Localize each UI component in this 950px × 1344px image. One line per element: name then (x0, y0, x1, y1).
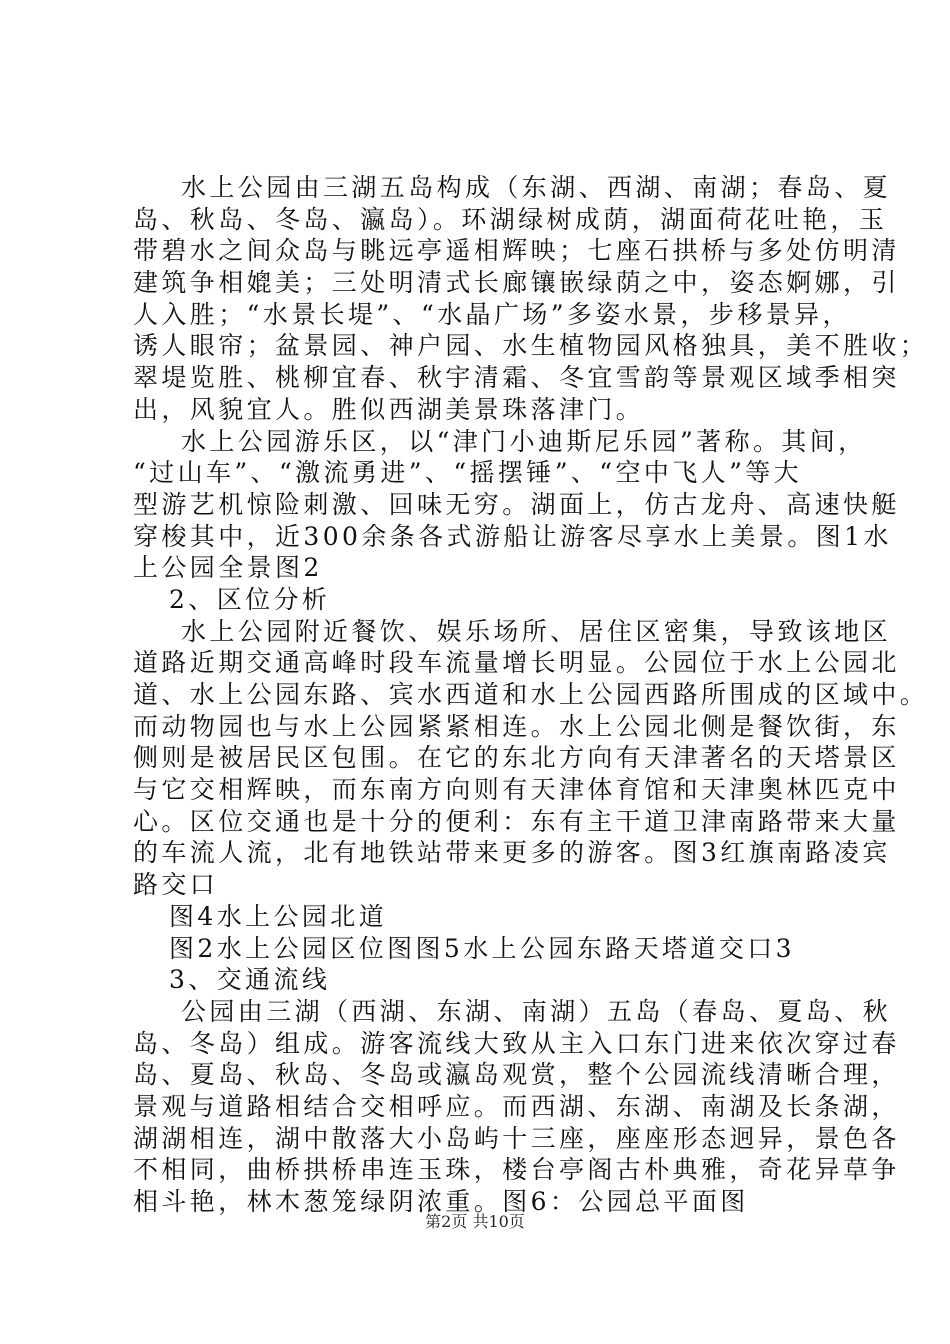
paragraph-line: 侧则是被居民区包围。在它的东北方向有天津著名的天塔景区 (133, 743, 900, 773)
paragraph-line: 不相同，曲桥拱桥串连玉珠，楼台亭阁古朴典雅，奇花异草争 (133, 1155, 900, 1185)
paragraph-line: 出，风貌宜人。胜似西湖美景珠落津门。 (133, 394, 645, 424)
paragraph-line: 岛、秋岛、冬岛、瀛岛）。环湖绿树成荫，湖面荷花吐艳，玉 (133, 204, 888, 234)
document-body (133, 172, 929, 1218)
paragraph-line: 道、水上公园东路、宾水西道和水上公园西路所围成的区域中。 (133, 680, 929, 709)
paragraph-line: 带碧水之间众岛与眺远亭遥相辉映；七座石拱桥与多处仿明清 (133, 236, 900, 266)
paragraph-line: 景观与道路相结合交相呼应。而西湖、东湖、南湖及长条湖， (133, 1091, 900, 1121)
page-footer (0, 1212, 950, 1232)
paragraph-line: 路交口 (133, 870, 219, 900)
paragraph-line: 水上公园游乐区，以“津门小迪斯尼乐园”著称。其间， (181, 426, 867, 456)
paragraph-line: 湖湖相连，湖中散落大小岛屿十三座，座座形态迥异，景色各 (133, 1123, 900, 1153)
paragraph-line: 相斗艳，林木葱笼绿阴浓重。图6：公园总平面图 (133, 1187, 749, 1216)
paragraph-line: 翠堤览胜、桃柳宜春、秋宇清霜、冬宜雪韵等景观区域季相突 (133, 363, 900, 393)
paragraph-line: 穿梭其中，近300余条各式游船让游客尽享水上美景。图1水 (133, 521, 892, 551)
section-heading: 2、区位分析 (169, 584, 331, 614)
paragraph-line: 岛、冬岛）组成。游客流线大致从主入口东门进来依次穿过春 (133, 1028, 900, 1058)
paragraph-line: 建筑争相媲美；三处明清式长廊镶嵌绿荫之中，姿态婀娜，引 (133, 268, 900, 298)
paragraph-line: 人入胜；“水景长堤”、“水晶广场”多姿水景，步移景异， (133, 299, 851, 329)
paragraph-line: 与它交相辉映，而东南方向则有天津体育馆和天津奥林匹克中 (133, 775, 900, 805)
paragraph-line: 水上公园由三湖五岛构成（东湖、西湖、南湖；春岛、夏 (181, 173, 892, 202)
section-heading: 3、交通流线 (169, 965, 331, 995)
figure-caption: 图4水上公园北道 (169, 901, 388, 931)
paragraph-line: 心。区位交通也是十分的便利：东有主干道卫津南路带来大量 (133, 806, 900, 836)
paragraph-line: 水上公园附近餐饮、娱乐场所、居住区密集，导致该地区 (181, 616, 892, 646)
paragraph-line: 岛、夏岛、秋岛、冬岛或瀛岛观赏，整个公园流线清晰合理， (133, 1060, 900, 1090)
paragraph-line: 而动物园也与水上公园紧紧相连。水上公园北侧是餐饮街，东 (133, 711, 900, 741)
paragraph-line: 上公园全景图2 (133, 553, 323, 583)
page-number: 第2页 共10页 (425, 1212, 525, 1231)
paragraph-line: 道路近期交通高峰时段车流量增长明显。公园位于水上公园北 (133, 648, 900, 678)
paragraph-line: 型游艺机惊险刺激、回味无穷。湖面上，仿古龙舟、高速快艇 (133, 489, 900, 519)
paragraph-line: 诱人眼帘；盆景园、神户园、水生植物园风格独具，美不胜收； (133, 331, 929, 361)
figure-caption: 图2水上公园区位图图5水上公园东路天塔道交口3 (169, 933, 795, 963)
paragraph-line: “过山车”、“激流勇进”、“摇摆锤”、“空中飞人”等大 (133, 458, 803, 488)
paragraph-line: 的车流人流，北有地铁站带来更多的游客。图3红旗南路凌宾 (133, 838, 891, 868)
paragraph-line: 公园由三湖（西湖、东湖、南湖）五岛（春岛、夏岛、秋 (181, 996, 892, 1026)
